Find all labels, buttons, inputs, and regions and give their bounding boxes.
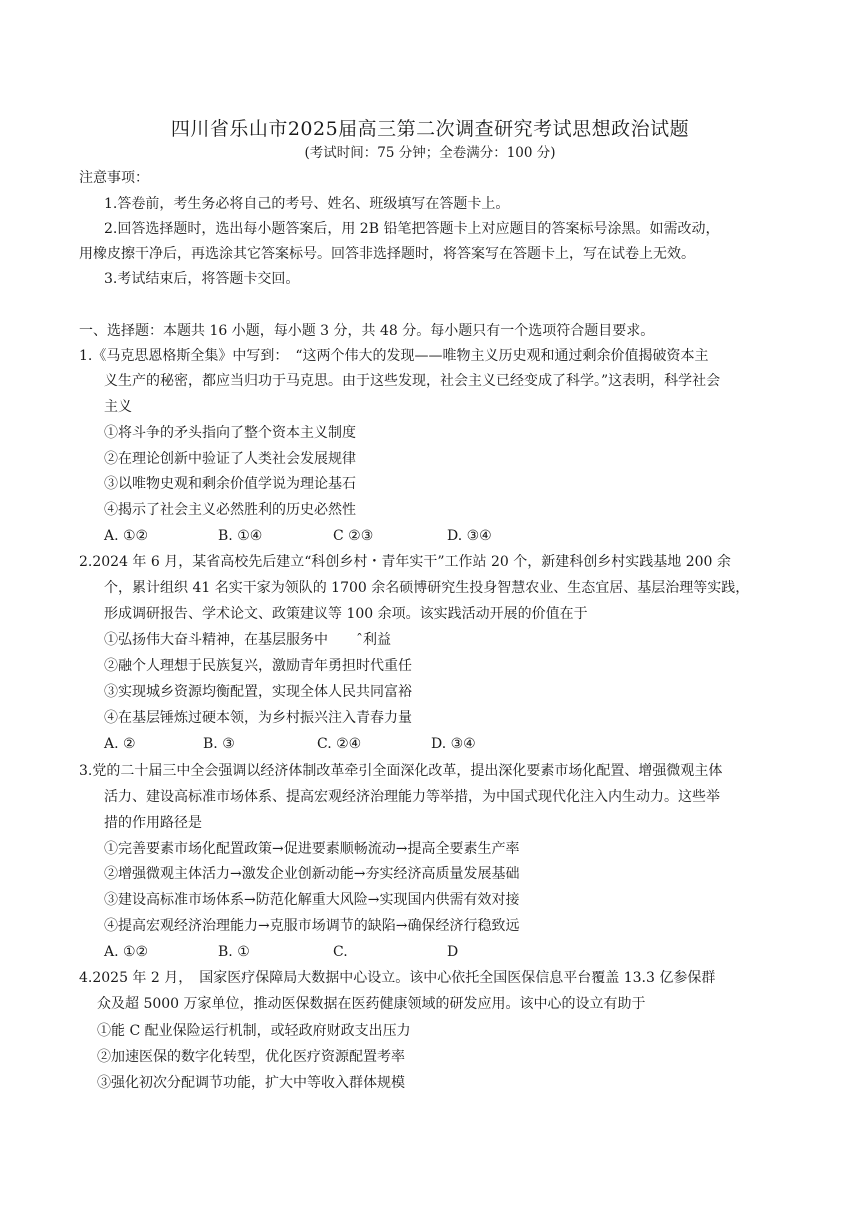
answer-option-c: C. ②④: [317, 736, 362, 752]
choice-item: ④在基层锤炼过硬本领，为乡村振兴注入青春力量: [104, 710, 412, 726]
question-stem: 个，累计组织 41 名实干家为领队的 1700 余名硕博研究生投身智慧农业、生态宜居、基层治理等实践，: [104, 580, 750, 596]
question-stem: 众及超 5000 万家单位，推动医保数据在医药健康领域的研发应用。该中心的设立有助于: [97, 996, 646, 1012]
notice-item: 3.考试结束后，将答题卡交回。: [104, 271, 300, 287]
choice-item: ②融个人理想于民族复兴，激励青年勇担时代重任: [104, 658, 412, 674]
question-stem: 主义: [104, 399, 132, 415]
choice-item: ③强化初次分配调节功能，扩大中等收入群体规模: [97, 1075, 405, 1091]
choice-item: ③建设高标准市场体系→防范化解重大风险→实现国内供需有效对接: [104, 892, 520, 908]
answer-option-b: B. ①④: [218, 528, 263, 544]
question-stem: 措的作用路径是: [104, 815, 202, 831]
notice-heading: 注意事项：: [79, 170, 149, 186]
choice-item: ③以唯物史观和剩余价值学说为理论基石: [104, 476, 356, 492]
choice-item: ①弘扬伟大奋斗精神，在基层服务中 ˆ利益: [104, 632, 391, 648]
notice-item: 1.答卷前，考生务必将自己的考号、姓名、班级填写在答题卡上。: [104, 196, 510, 212]
exam-subtitle: (考试时间：75 分钟；全卷满分：100 分): [304, 145, 556, 161]
answer-option-b: B. ③: [203, 736, 235, 752]
choice-item: ③实现城乡资源均衡配置，实现全体人民共同富裕: [104, 684, 412, 700]
choice-item: ②增强微观主体活力→激发企业创新动能→夯实经济高质量发展基础: [104, 866, 520, 882]
answer-option-c: C.: [333, 944, 348, 960]
answer-option-a: A. ①②: [104, 944, 149, 960]
answer-option-a: A. ②: [104, 736, 136, 752]
question-stem: 3.党的二十届三中全会强调以经济体制改革牵引全面深化改革，提出深化要素市场化配置、增强微观主体: [79, 763, 723, 779]
notice-item: 用橡皮擦干净后，再选涂其它答案标号。回答非选择题时，将答案写在答题卡上，写在试卷上无效。: [79, 246, 695, 262]
question-stem: 4.2025 年 2 月， 国家医疗保障局大数据中心设立。该中心依托全国医保信息平台覆盖 13.3 亿参保群: [79, 970, 716, 986]
choice-item: ④提高宏观经济治理能力→克服市场调节的缺陷→确保经济行稳致远: [104, 918, 520, 934]
answer-option-d: D. ③④: [431, 736, 476, 752]
page-title: 四川省乐山市2025届高三第二次调查研究考试思想政治试题: [170, 118, 690, 140]
question-stem: 2.2024 年 6 月，某省高校先后建立“科创乡村・青年实干”工作站 20 个，新建科创乡村实践基地 200 余: [79, 554, 731, 570]
answer-option-c: C ②③: [333, 528, 374, 544]
section-heading: 一、选择题：本题共 16 小题，每小题 3 分，共 48 分。每小题只有一个选项符合题目要求。: [79, 323, 655, 339]
choice-item: ②在理论创新中验证了人类社会发展规律: [104, 451, 356, 467]
question-stem: 形成调研报告、学术论文、政策建议等 100 余项。该实践活动开展的价值在于: [104, 606, 588, 622]
choice-item: ①能 C 配业保险运行机制，或轻政府财政支出压力: [97, 1023, 411, 1039]
choice-item: ①完善要素市场化配置政策→促进要素顺畅流动→提高全要素生产率: [104, 841, 520, 857]
choice-item: ④揭示了社会主义必然胜利的历史必然性: [104, 502, 356, 518]
answer-option-b: B. ①: [218, 944, 250, 960]
question-stem: 1.《马克思恩格斯全集》中写到： “这两个伟大的发现——唯物主义历史观和通过剩余价值揭破资本主: [79, 348, 709, 364]
answer-option-a: A. ①②: [104, 528, 149, 544]
notice-item: 2.回答选择题时，选出每小题答案后，用 2B 铅笔把答题卡上对应题目的答案标号涂黑。如需改动，: [104, 221, 720, 237]
question-stem: 活力、建设高标准市场体系、提高宏观经济治理能力等举措，为中国式现代化注入内生动力。这些举: [104, 789, 720, 805]
question-stem: 义生产的秘密，都应当归功于马克思。由于这些发现，社会主义已经变成了科学。”这表明，科学社会: [104, 373, 721, 389]
choice-item: ②加速医保的数字化转型，优化医疗资源配置考率: [97, 1049, 405, 1065]
answer-option-d: D: [447, 944, 459, 960]
answer-option-d: D. ③④: [447, 528, 492, 544]
choice-item: ①将斗争的矛头指向了整个资本主义制度: [104, 425, 356, 441]
